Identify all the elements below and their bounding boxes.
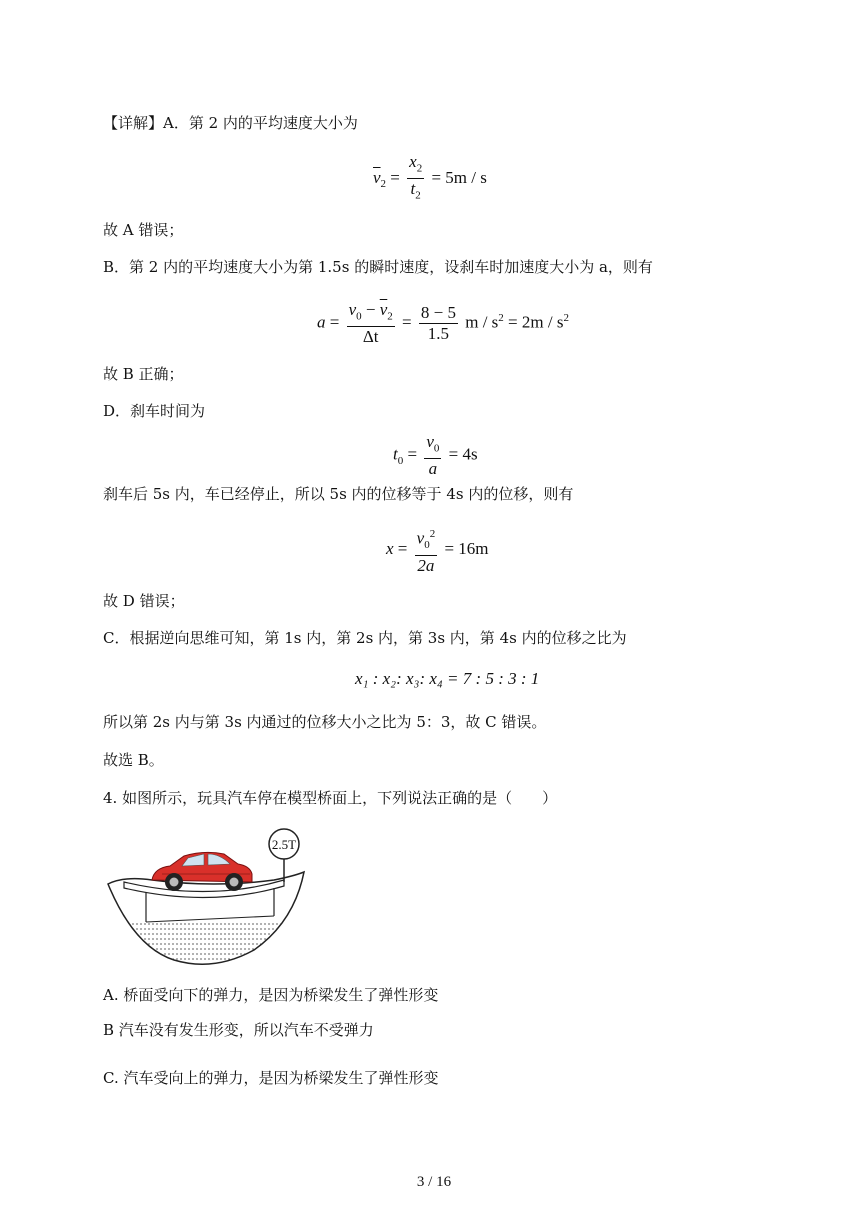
option-b: B 汽车没有发生形变，所以汽车不受弹力: [103, 1021, 374, 1039]
equation-displacement: x = $\frac{v_0^2}{2a}$ = 16m: [386, 524, 489, 576]
line-b-correct: 故 B 正确；: [103, 365, 184, 383]
line-detail-a: 【详解】A．第 2 内的平均速度大小为: [103, 114, 358, 132]
line-after-5s: 刹车后 5s 内，车已经停止，所以 5s 内的位移等于 4s 内的位移，则有: [103, 485, 574, 503]
equation-average-velocity: $\overline{v}_2$ = $\frac{x_2}{t_2}$ = 5m / s: [373, 152, 487, 202]
line-a-wrong: 故 A 错误；: [103, 221, 184, 239]
line-d-text: D．刹车时间为: [103, 402, 206, 420]
line-c-text: C．根据逆向思维可知，第 1s 内，第 2s 内，第 3s 内，第 4s 内的位移之比为: [103, 629, 627, 647]
line-answer: 故选 B。: [103, 751, 164, 769]
page-number: 3 / 16: [416, 1174, 452, 1190]
line-d-wrong: 故 D 错误；: [103, 592, 185, 610]
question-4: 4. 如图所示，玩具汽车停在模型桥面上，下列说法正确的是（ ）: [103, 789, 558, 807]
equation-braking-time: $t_0$ = $\frac{v_0}{a}$ = 4s: [393, 432, 478, 479]
sign-label: 2.5T: [271, 837, 297, 852]
equation-ratio: x₁ : x₂: x₃: x₄ = 7 : 5 : 3 : 1: [355, 669, 540, 688]
line-ratio-conclusion: 所以第 2s 内与第 3s 内通过的位移大小之比为 5：3，故 C 错误。: [103, 713, 547, 731]
bridge-car-figure: [104, 822, 319, 972]
option-a: A. 桥面受向下的弹力，是因为桥梁发生了弹性形变: [103, 986, 439, 1004]
equation-acceleration: a = $\frac{v_0 - \overline{v}_2}{\Delta t}$ = $\frac{8 - 5}{1.5}$ $m / s^2 = 2m / s^2$: [317, 300, 569, 347]
line-b-text: B．第 2 内的平均速度大小为第 1.5s 的瞬时速度，设刹车时加速度大小为 a，则有: [103, 258, 653, 276]
option-c: C. 汽车受向上的弹力，是因为桥梁发生了弹性形变: [103, 1069, 439, 1087]
